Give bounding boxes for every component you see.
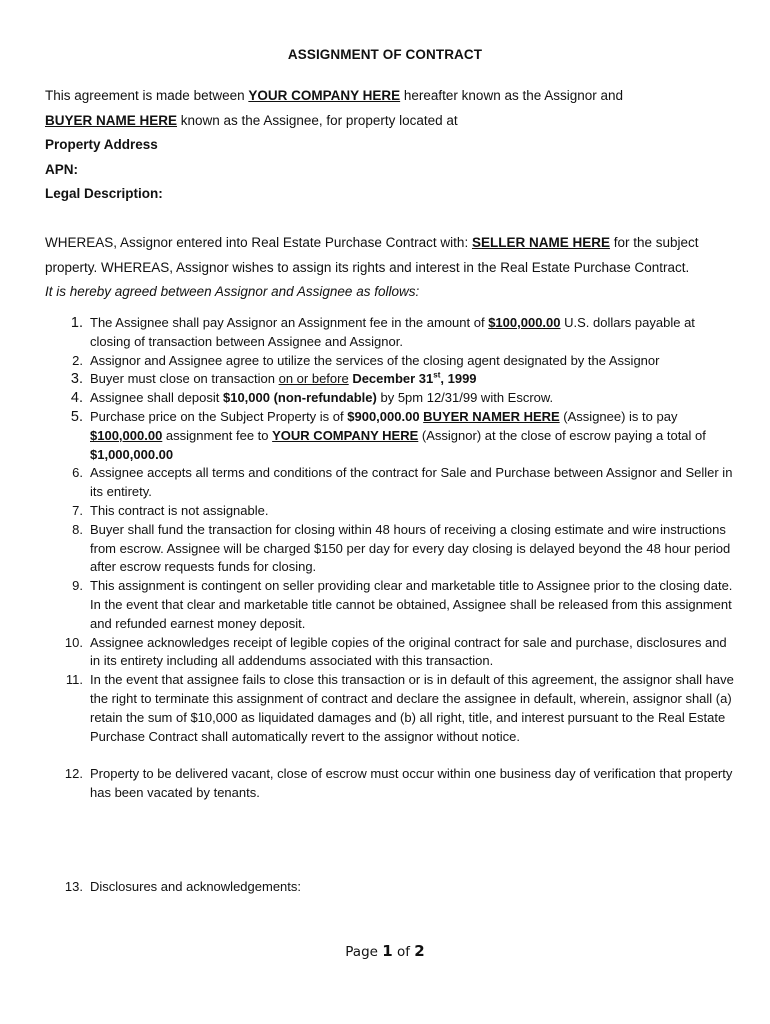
list-item-13 (45, 878, 735, 897)
whereas-text: WHEREAS, Assignor entered into Real Estate Purchase Contract with: (45, 235, 472, 250)
agreement-lead-in: It is hereby agreed between Assignor and Assignee as follows: (45, 284, 420, 299)
closing-date-year: , 1999 (440, 371, 477, 387)
item-text: (Assignor) at the close of escrow paying a total of (418, 427, 706, 443)
list-item-6 (45, 464, 735, 502)
item-number: 6. (72, 465, 83, 481)
list-item-3 (45, 370, 735, 389)
page-label: Page (345, 944, 383, 960)
assignee-buyer-name: BUYER NAME HERE (45, 112, 178, 128)
whereas-line-1 (45, 233, 735, 258)
item-number: 1. (70, 315, 83, 331)
legal-description-label: Legal Description: (45, 186, 163, 201)
item-text: Assignee accepts all terms and conditions of the contract for Sale and Purchase between Assignor and Seller in its entirety. (90, 465, 733, 500)
assignment-fee-amount: $100,000.00 (488, 315, 561, 330)
current-page-number: 1 (382, 942, 393, 960)
list-item-9 (45, 577, 735, 633)
list-item-1 (45, 314, 735, 352)
item-text: This assignment is contingent on seller providing clear and marketable title to Assignee prior to the closing date. In the event that clear and marketable title cannot be obtained, Assignee shall be released from this assignment and refunded earnest money deposit. (90, 578, 733, 631)
item-text: Property to be delivered vacant, close of escrow must occur within one business day of verification that property has been vacated by tenants. (90, 766, 733, 801)
item-text: Purchase price on the Subject Property is of (90, 408, 348, 424)
item-text: This contract is not assignable. (90, 502, 269, 518)
item-number: 9. (72, 578, 83, 594)
seller-name: SELLER NAME HERE (471, 235, 610, 250)
date-ordinal: st (433, 371, 441, 381)
assignment-fee: $100,000.00 (90, 427, 163, 443)
item-number: 3. (70, 371, 83, 388)
item-text: assignment fee to (162, 427, 273, 443)
item-number: 8. (72, 521, 83, 537)
list-item-2 (45, 352, 735, 371)
item-text: Assignee acknowledges receipt of legible copies of the original contract for sale and purchase, disclosures and in its entirety including all addendums associated with this transaction. (90, 634, 727, 669)
list-item-5 (45, 408, 735, 464)
item-number: 5. (70, 408, 83, 425)
item-number: 7. (72, 502, 83, 518)
total-page-count: 2 (414, 942, 425, 960)
closing-date (349, 371, 477, 386)
whereas-line-2: property. WHEREAS, Assignor wishes to assign its rights and interest in the Real Estate Purchase Contract. (45, 259, 690, 275)
intro-text: This agreement is made between (45, 88, 249, 103)
item-number: 12. (64, 766, 83, 782)
item-text: (Assignee) is to pay (559, 408, 678, 424)
blank-line (45, 209, 735, 234)
list-item-11 (45, 671, 735, 746)
item-number: 4. (70, 390, 83, 407)
item-text: Buyer must close on transaction (90, 371, 279, 387)
intro-text: hereafter known as the Assignor and (400, 88, 624, 103)
item-text: Buyer shall fund the transaction for closing within 48 hours of receiving a closing estimate and wire instructions from escrow. Assignee will be charged $150 per day for every day closing is delayed beyond the 48 hour period after escrow requests funds for closing. (90, 521, 731, 575)
item-text: In the event that assignee fails to close this transaction or is in default of this agreement, the assignor shall have the right to terminate this assignment of contract and declare the assignee in default, wherein, assignor shall (a) retain the sum of $10,000 as liquidated damages and (b) all right, title, and interest pursuant to the Real Estate Purchase Contract shall automatically revert to the assignor without notice. (90, 672, 734, 744)
item-number: 11. (65, 672, 83, 688)
list-item-4 (45, 389, 735, 408)
intro-line-2 (45, 111, 735, 136)
page-of-label: of (392, 944, 415, 960)
document-title: ASSIGNMENT OF CONTRACT (287, 47, 483, 62)
closing-date-text: December 31 (348, 371, 434, 387)
item-text: U.S. dollars payable at closing of transaction between Assignee and Assignor. (90, 315, 695, 349)
intro-section (45, 86, 735, 307)
buyer-name: BUYER NAMER HERE (423, 408, 560, 424)
on-or-before-text: on or before (278, 371, 349, 387)
item-text: Assignor and Assignee agree to utilize the services of the closing agent designated by the Assignor (90, 352, 660, 368)
intro-line-1 (45, 86, 735, 111)
list-item-10 (45, 634, 735, 672)
item-text: by 5pm 12/31/99 with Escrow. (376, 390, 554, 406)
apn-label: APN: (45, 161, 78, 177)
terms-list (45, 314, 735, 897)
company-name: YOUR COMPANY HERE (272, 427, 419, 443)
item-number: 13. (64, 878, 83, 894)
assignor-company-name: YOUR COMPANY HERE (248, 88, 401, 103)
intro-text: known as the Assignee, for property located at (177, 112, 458, 128)
item-number: 10. (64, 634, 83, 650)
total-amount: $1,000,000.00 (90, 446, 174, 462)
item-text: Disclosures and acknowledgements: (90, 878, 301, 894)
whereas-text: for the subject (609, 235, 699, 250)
list-item-12 (45, 765, 735, 803)
item-number: 2. (72, 352, 83, 368)
purchase-price: $900,000.00 (347, 408, 420, 424)
property-address-label: Property Address (45, 137, 158, 152)
item-text: The Assignee shall pay Assignor an Assignment fee in the amount of (90, 315, 489, 330)
list-item-7 (45, 502, 735, 521)
list-item-8 (45, 521, 735, 577)
item-text: Assignee shall deposit (90, 390, 223, 406)
page-number-footer (0, 942, 770, 960)
deposit-amount: $10,000 (non-refundable) (222, 390, 377, 406)
